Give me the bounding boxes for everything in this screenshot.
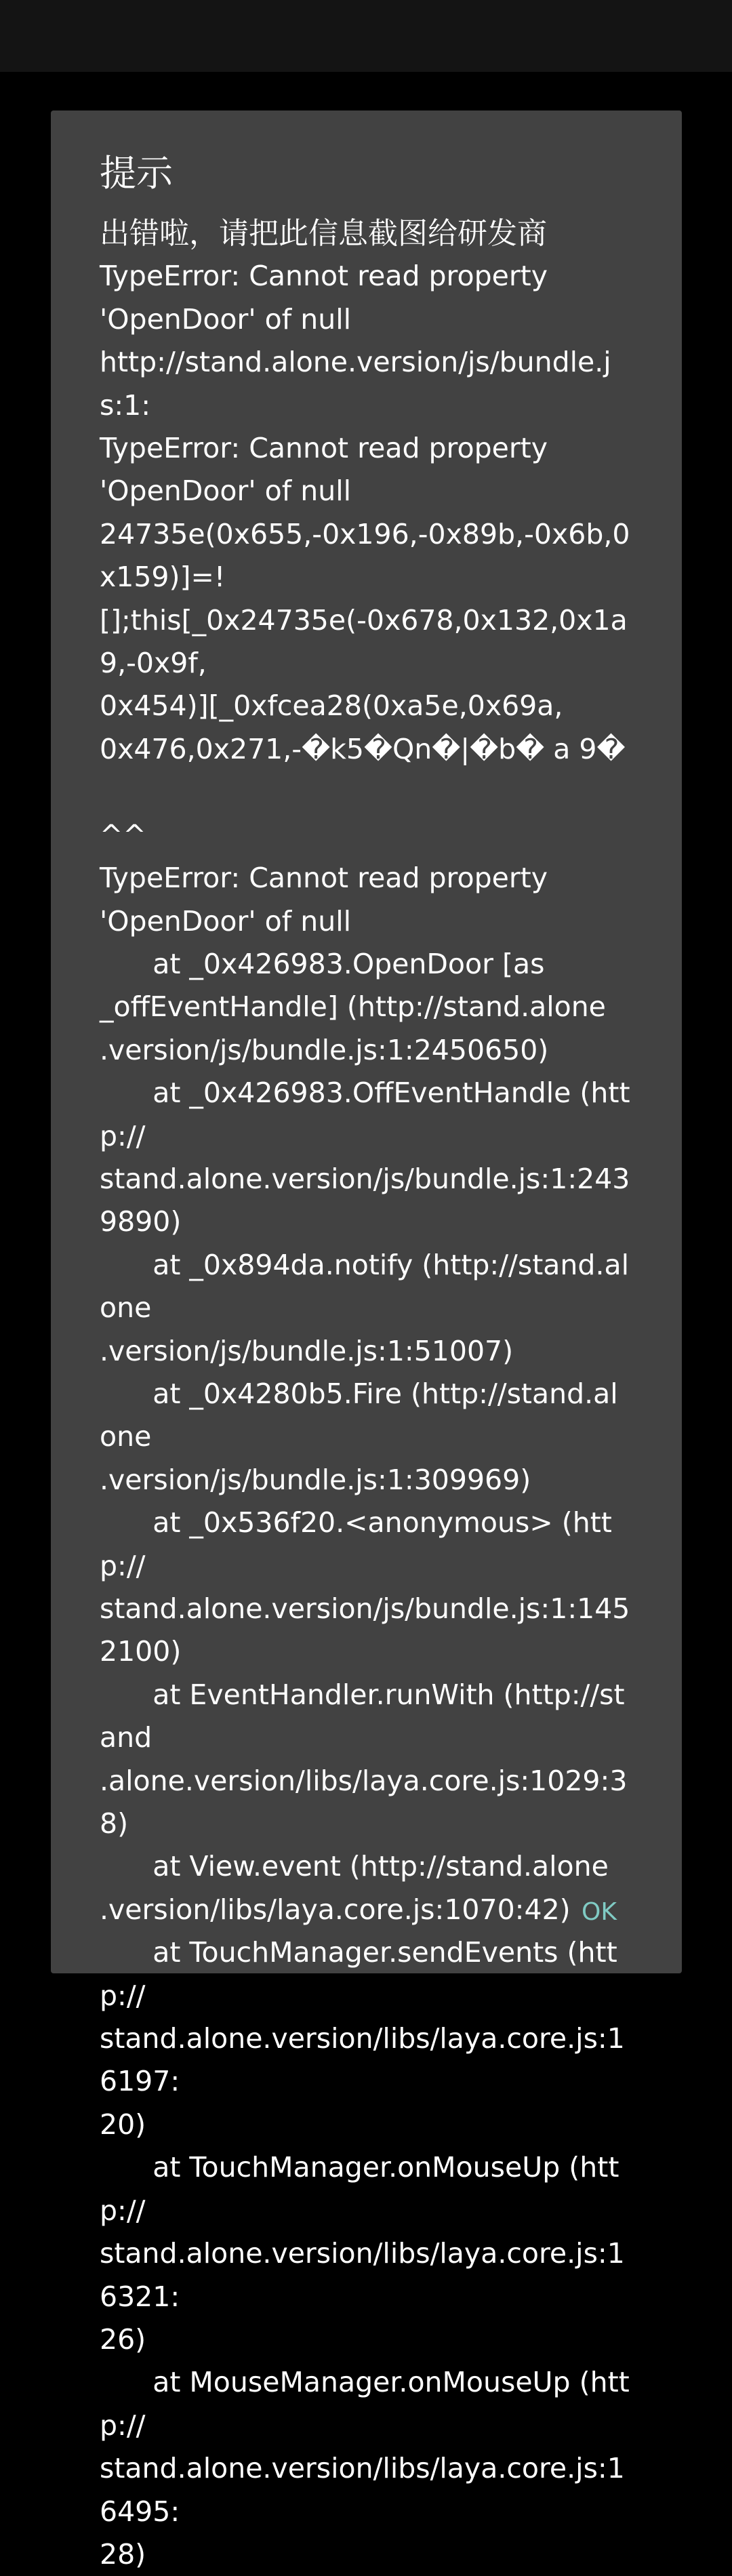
error-message-line: 'OpenDoor' of null (100, 302, 351, 336)
error-message-line: stand.alone.version/js/bundle.js:1:1452100) (100, 1592, 630, 1668)
error-message-line: TypeError: Cannot read property (100, 862, 548, 895)
error-message-line: at _0x426983.OpenDoor [as (100, 947, 545, 980)
error-message-line: TypeError: Cannot read property (100, 432, 548, 465)
error-message-line: at TouchManager.onMouseUp (http:// (100, 2151, 619, 2227)
error-message-line: .version/libs/laya.core.js:1070:42) (100, 1893, 571, 1926)
error-message-line: 28) (100, 2537, 146, 2571)
error-message-line: 0x476,0x271,-�k5�Qn�|�b� a 9� (100, 732, 626, 765)
error-message-line: at MouseManager.onMouseUp (http:// (100, 2366, 630, 2442)
error-message-line: stand.alone.version/js/bundle.js:1:2439890) (100, 1162, 630, 1239)
error-message-line: ^^ (100, 818, 146, 851)
error-message-line (100, 771, 633, 813)
error-message-line: at View.event (http://stand.alone (100, 1850, 609, 1883)
error-message-line: 'OpenDoor' of null (100, 475, 351, 508)
stack-trace (100, 255, 633, 2576)
error-message-line: at EventHandler.runWith (http://stand (100, 1678, 625, 1754)
error-message-line: .version/js/bundle.js:1:309969) (100, 1463, 531, 1496)
error-message-line: http://stand.alone.version/js/bundle.js:1: (100, 346, 611, 422)
error-message-line: 0x454)][_0xfcea28(0xa5e,0x69a, (100, 689, 563, 723)
error-message (100, 212, 633, 2576)
error-message-line: _offEventHandle] (http://stand.alone (100, 990, 606, 1024)
error-message-line: at _0x894da.notify (http://stand.alone (100, 1248, 629, 1325)
error-message-line: stand.alone.version/libs/laya.core.js:16321: (100, 2237, 625, 2313)
dialog-title: 提示 (100, 152, 173, 195)
error-message-line: 20) (100, 2108, 146, 2141)
error-message-line: 'OpenDoor' of null (100, 904, 351, 938)
error-message-line: .version/js/bundle.js:1:51007) (100, 1334, 514, 1367)
status-bar (0, 0, 732, 72)
error-message-line: at _0x4280b5.Fire (http://stand.alone (100, 1377, 618, 1453)
error-message-line: 26) (100, 2322, 146, 2356)
error-message-line: at _0x536f20.<anonymous> (http:// (100, 1506, 612, 1582)
error-headline: 出错啦，请把此信息截图给研发商 (100, 216, 547, 251)
error-dialog (51, 110, 682, 2571)
error-message-line: [];this[_0x24735e(-0x678,0x132,0x1a9,-0x9f, (100, 603, 628, 680)
error-message-line: stand.alone.version/libs/laya.core.js:16197: (100, 2022, 625, 2098)
error-message-line: stand.alone.version/libs/laya.core.js:16495: (100, 2452, 625, 2528)
error-message-line: .version/js/bundle.js:1:2450650) (100, 1033, 549, 1066)
error-message-line: TypeError: Cannot read property (100, 260, 548, 293)
ok-button[interactable]: OK (582, 1895, 617, 1929)
error-message-line: .alone.version/libs/laya.core.js:1029:38) (100, 1764, 628, 1840)
error-message-line: 24735e(0x655,-0x196,-0x89b,-0x6b,0x159)]=! (100, 517, 630, 594)
error-message-line: at TouchManager.sendEvents (http:// (100, 1936, 617, 2012)
error-message-line: at _0x426983.OffEventHandle (http:// (100, 1076, 630, 1152)
